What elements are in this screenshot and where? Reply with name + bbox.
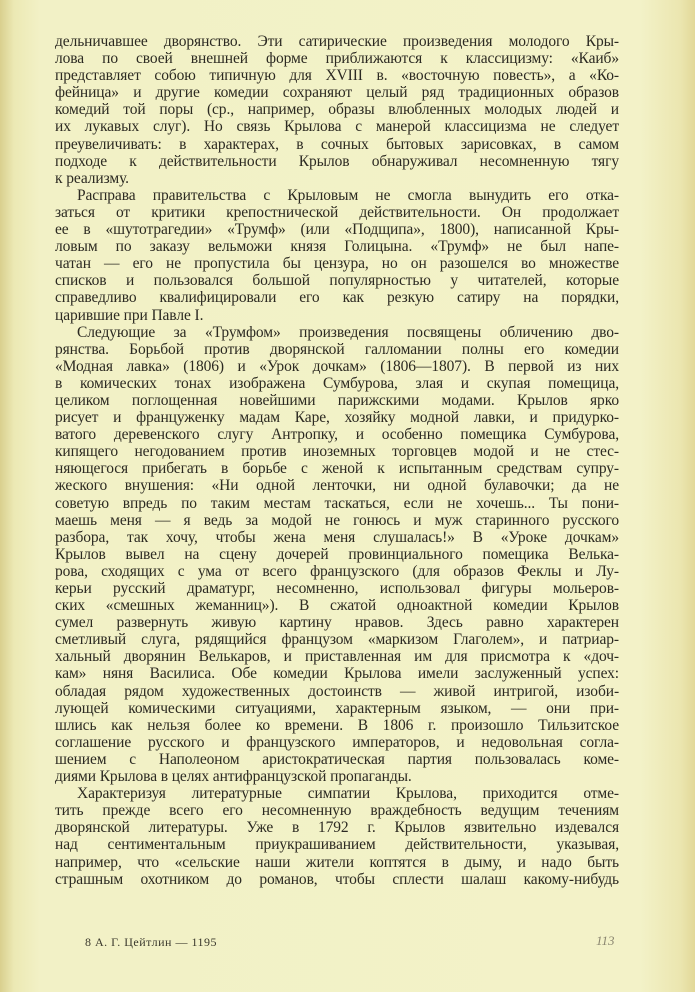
text-line: лующей комическими ситуациями, характерным языком, — они при- [55,699,619,717]
text-line: представляет собою типичную для XVIII в. «восточную повесть», а «Ко- [55,67,619,85]
text-line: шлись как нельзя более ко времени. В 1806 г. произошло Тильзитское [55,716,619,734]
text-line: тить прежде всего его несомненную враждебность ведущим течениям [55,802,619,820]
text-line: жеского внушения: «Ни одной ленточки, ни одной булавочки; да не [55,477,619,495]
text-line: кипящего негодованием против иноземных торговцев модой и не стес- [55,443,619,461]
text-line: страшным охотником до романов, чтобы сплести шалаш какому-нибудь [55,870,619,888]
page-number: 113 [596,933,615,948]
text-line: дельничавшее дворянство. Эти сатирические произведения молодого Кры- [55,33,619,50]
text-line: заться от критики крепостнической действительности. Он продолжает [55,203,619,221]
text-line: соглашение русского и французского императоров, и недовольная согла- [55,733,619,751]
text-line: справедливо квалифицировали его как резкую сатиру на порядки, [55,289,619,307]
text-line: фейница» и другие комедии сохраняют целый ряд традиционных образов [55,84,619,102]
printer-signature: 8 А. Г. Цейтлин — 1195 [85,935,217,949]
text-line: над сентиментальным приукрашиванием действительности, указывая, [55,836,619,854]
text-line: рисует и француженку мадам Каре, хозяйку модной лавки, и придурко- [55,409,619,427]
text-line: их лукавых слуг). Но связь Крылова с манерой классицизма не следует [55,118,619,136]
paragraph [55,785,619,888]
paragraph [55,33,619,187]
paragraph [55,187,619,324]
text-line: Расправа правительства с Крыловым не смогла вынудить его отка- [77,186,619,204]
text-line: Крылов вывел на сцену дочерей провинциального помещика Велька- [55,545,619,563]
text-line: сметливый слуга, рядящийся французом «маркизом Глаголем», и патриар- [55,631,619,649]
text-line: например, что «сельские наши жители коптятся в дыму, и надо быть [55,853,619,871]
text-line: керьи русский драматург, несомненно, использовал фигуры мольеров- [55,580,619,597]
text-line: маешь меня — я ведь за модой не гонюсь и муж старинного русского [55,511,619,529]
text-line: ее в «шутотрагедии» «Трумф» (или «Подщипа», 1800), написанной Кры- [55,221,619,239]
text-line: Следующие за «Трумфом» произведения посвящены обличению дво- [77,323,619,341]
text-line: сумел развернуть живую картину нравов. Здесь равно характерен [55,614,619,632]
text-line: рова, сходящих с ума от всего французского (для образов Феклы и Лу- [55,562,619,580]
text-line: комедий той поры (ср., например, образы влюбленных молодых людей и [55,101,619,119]
text-line: подходе к действительности Крылов обнаруживал несомненную тягу [55,152,619,170]
text-line: чатан — его не пропустила бы цензура, но он разошелся во множестве [55,255,619,273]
text-line: диями Крылова в целях антифранцузской пропаганды. [55,768,412,786]
text-line: «Модная лавка» (1806) и «Урок дочкам» (1806—1807). В первой из них [55,357,619,375]
text-line: ловым по заказу вельможи князя Голицына. «Трумф» не был напе- [55,238,619,256]
text-line: рянства. Борьбой против дворянской галломании полны его комедии [55,340,619,358]
text-line: хальный дворянин Велькаров, и приставленная им для присмотра к «доч- [55,648,619,666]
text-line: преувеличивать: в характерах, в сочных бытовых зарисовках, в самом [55,135,619,153]
text-line: ватого деревенского слугу Антропку, и особенно помещика Сумбурова, [55,426,619,444]
page-body [55,33,619,888]
text-line: кам» няня Василиса. Обе комедии Крылова имели заслуженный успех: [55,665,619,683]
text-line: обладая рядом художественных достоинств — живой интригой, изоби- [55,682,619,700]
text-line: ских «смешных жеманниц»). В сжатой одноактной комедии Крылов [55,597,619,615]
text-line: дворянской литературы. Уже в 1792 г. Крылов язвительно издевался [55,819,619,837]
text-line: списков и пользовался большой популярностью у читателей, которые [55,272,619,290]
text-line: в комических тонах изображена Сумбурова, злая и скупая помещица, [55,374,619,392]
text-line: царившие при Павле I. [55,306,204,324]
text-line: няющегося прибегать в борьбе с женой к испытанным средствам супру- [55,460,619,478]
text-line: к реализму. [55,169,129,187]
text-line: разбора, так хочу, чтобы жена меня слушалась!» В «Уроке дочкам» [55,528,619,546]
text-line: советую впредь по таким местам таскаться, если не хочешь... Ты пони- [55,494,619,512]
text-line: Характеризуя литературные симпатии Крылова, приходится отме- [77,785,619,803]
text-line: целиком поглощенная новейшими парижскими модами. Крылов ярко [55,391,619,409]
paragraph [55,324,619,786]
text-line: лова по своей внешней форме приближаются к классицизму: «Каиб» [55,50,619,68]
text-line: шением с Наполеоном аристократическая партия пользовалась коме- [55,750,619,768]
